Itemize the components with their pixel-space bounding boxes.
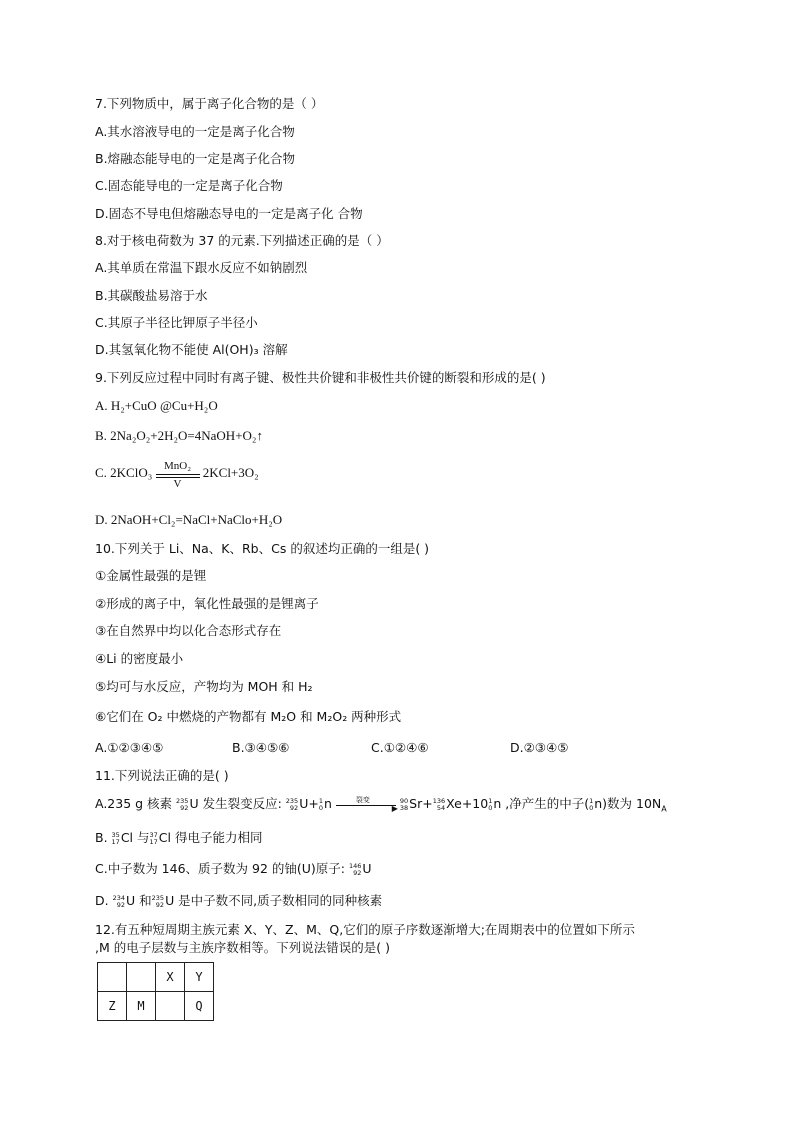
q11-a-eq-neutron: 1 0	[318, 796, 323, 812]
q11-a-text1: U 发生裂变反应:	[189, 796, 282, 811]
q10-statement-6: ⑥它们在 O₂ 中燃烧的产物都有 M₂O 和 M₂O₂ 两种形式	[95, 709, 402, 724]
q10-option-b: B.③④⑤⑥	[232, 740, 290, 755]
q11-d-nuclide-u234: 234 92	[112, 893, 126, 909]
q11-a-eq1: U+	[299, 796, 319, 811]
q11-c-text: C.中子数为 146、质子数为 92 的铀(U)原子:	[95, 861, 349, 876]
q9-c-catalyst: MnO₂	[163, 460, 192, 472]
fission-label: 裂变	[355, 795, 370, 804]
q11-a-eq-u235: 235 92	[285, 796, 299, 812]
q7-option-a: A.其水溶液导电的一定是离子化合物	[95, 124, 295, 139]
table-row	[98, 992, 214, 1021]
q7-option-c: C.固态能导电的一定是离子化合物	[95, 178, 283, 193]
periodic-table-fragment	[97, 962, 214, 1021]
q8-option-a: A.其单质在常温下跟水反应不如钠剧烈	[95, 260, 308, 275]
q9-c-left: C. 2KClO₃	[95, 464, 153, 480]
q10-option-d: D.②③④⑤	[510, 740, 569, 755]
q11-c-post: U	[362, 861, 372, 876]
q11-option-c	[95, 861, 372, 877]
q11-a-eq-sr90: 90 38	[399, 796, 409, 812]
q11-a-eq-neutron3: 1 0	[589, 796, 594, 812]
table-cell: Q	[185, 992, 214, 1021]
q11-a-prefix: A.235 g 核素	[95, 796, 173, 811]
q9-c-heat: V	[173, 478, 182, 490]
q11-b-prefix: B.	[95, 830, 108, 845]
q11-a-eq4: Xe+10	[446, 796, 489, 811]
q11-d-nuclide-u235: 235 92	[151, 893, 165, 909]
q11-d-prefix: D.	[95, 893, 109, 908]
q11-b-nuclide-cl35: 35 17	[111, 830, 120, 846]
table-cell: Y	[185, 963, 214, 992]
q10-stem: 10.下列关于 Li、Na、K、Rb、Cs 的叙述均正确的一组是( )	[95, 541, 430, 556]
q11-d-mid: U 和	[126, 893, 152, 908]
q7-option-b: B.熔融态能导电的一定是离子化合物	[95, 151, 296, 166]
q8-stem: 8.对于核电荷数为 37 的元素.下列描述正确的是（ ）	[95, 233, 389, 248]
q11-b-nuclide-cl37: 37 17	[149, 830, 158, 846]
q11-option-a	[95, 796, 667, 818]
q11-stem: 11.下列说法正确的是( )	[95, 768, 229, 783]
q11-option-d	[95, 893, 382, 909]
q10-statement-3: ③在自然界中均以化合态形式存在	[95, 623, 282, 638]
q12-stem-line2: ,M 的电子层数与主族序数相等。下列说法错误的是( )	[95, 940, 390, 955]
table-cell: X	[156, 963, 185, 992]
q11-d-post: U 是中子数不同,质子数相同的同种核素	[165, 893, 383, 908]
q9-c-condition	[156, 458, 200, 490]
table-cell: Z	[98, 992, 127, 1021]
q12-stem-line1: 12.有五种短周期主族元素 X、Y、Z、M、Q,它们的原子序数逐渐增大;在周期表中的位置如下所示	[95, 922, 635, 937]
q9-option-c	[95, 458, 259, 490]
q11-a-eq3: Sr+	[409, 796, 433, 811]
q9-option-d: D. 2NaOH+Cl₂=NaCl+NaClo+H₂O	[95, 512, 283, 527]
q8-option-b: B.其碳酸盐易溶于水	[95, 288, 208, 303]
q11-a-eq-xe136: 136 54	[432, 796, 446, 812]
q10-statement-1: ①金属性最强的是锂	[95, 568, 207, 583]
q11-b-post: Cl 得电子能力相同	[158, 830, 263, 845]
q10-option-a: A.①②③④⑤	[95, 740, 164, 755]
table-cell	[156, 992, 185, 1021]
table-cell	[98, 963, 127, 992]
q8-option-c: C.其原子半径比钾原子半径小	[95, 315, 258, 330]
q10-statement-4: ④Li 的密度最小	[95, 651, 184, 666]
q11-a-nuclide-u235: 235 92	[176, 796, 189, 812]
q9-c-right: 2KCl+3O₂	[202, 464, 259, 480]
q7-stem: 7.下列物质中，属于离子化合物的是（ ）	[95, 96, 324, 111]
q9-option-b: B. 2Na₂O₂+2H₂O=4NaOH+O₂↑	[95, 428, 263, 443]
q7-option-d: D.固态不导电但熔融态导电的一定是离子化 合物	[95, 206, 363, 221]
table-cell	[127, 963, 156, 992]
q11-c-nuclide-u146: 146 92	[348, 861, 362, 877]
table-row	[98, 963, 214, 992]
q11-a-avogadro-sub: A	[661, 804, 667, 814]
q10-statement-5: ⑤均可与水反应，产物均为 MOH 和 H₂	[95, 679, 313, 694]
q9-option-a: A. H₂+CuO @Cu+H₂O	[95, 398, 218, 413]
q11-a-eq-neutron2: 1 0	[488, 796, 493, 812]
fission-arrow: 裂变 ▶	[336, 799, 396, 811]
table-cell: M	[127, 992, 156, 1021]
q11-b-mid: Cl 与	[120, 830, 150, 845]
q11-option-b	[95, 830, 262, 846]
q11-a-eq5: n ,净产生的中子(	[493, 796, 590, 811]
q11-a-eq2: n	[323, 796, 332, 811]
q11-a-eq6: n)数为 10N	[594, 796, 662, 811]
q8-option-d: D.其氢氧化物不能使 Al(OH)₃ 溶解	[95, 342, 288, 357]
q10-statement-2: ②形成的离子中，氧化性最强的是锂离子	[95, 596, 319, 611]
q9-stem: 9.下列反应过程中同时有离子键、极性共价键和非极性共价键的断裂和形成的是( )	[95, 370, 546, 385]
q10-option-c: C.①②④⑥	[371, 740, 429, 755]
q10-options	[95, 740, 568, 756]
